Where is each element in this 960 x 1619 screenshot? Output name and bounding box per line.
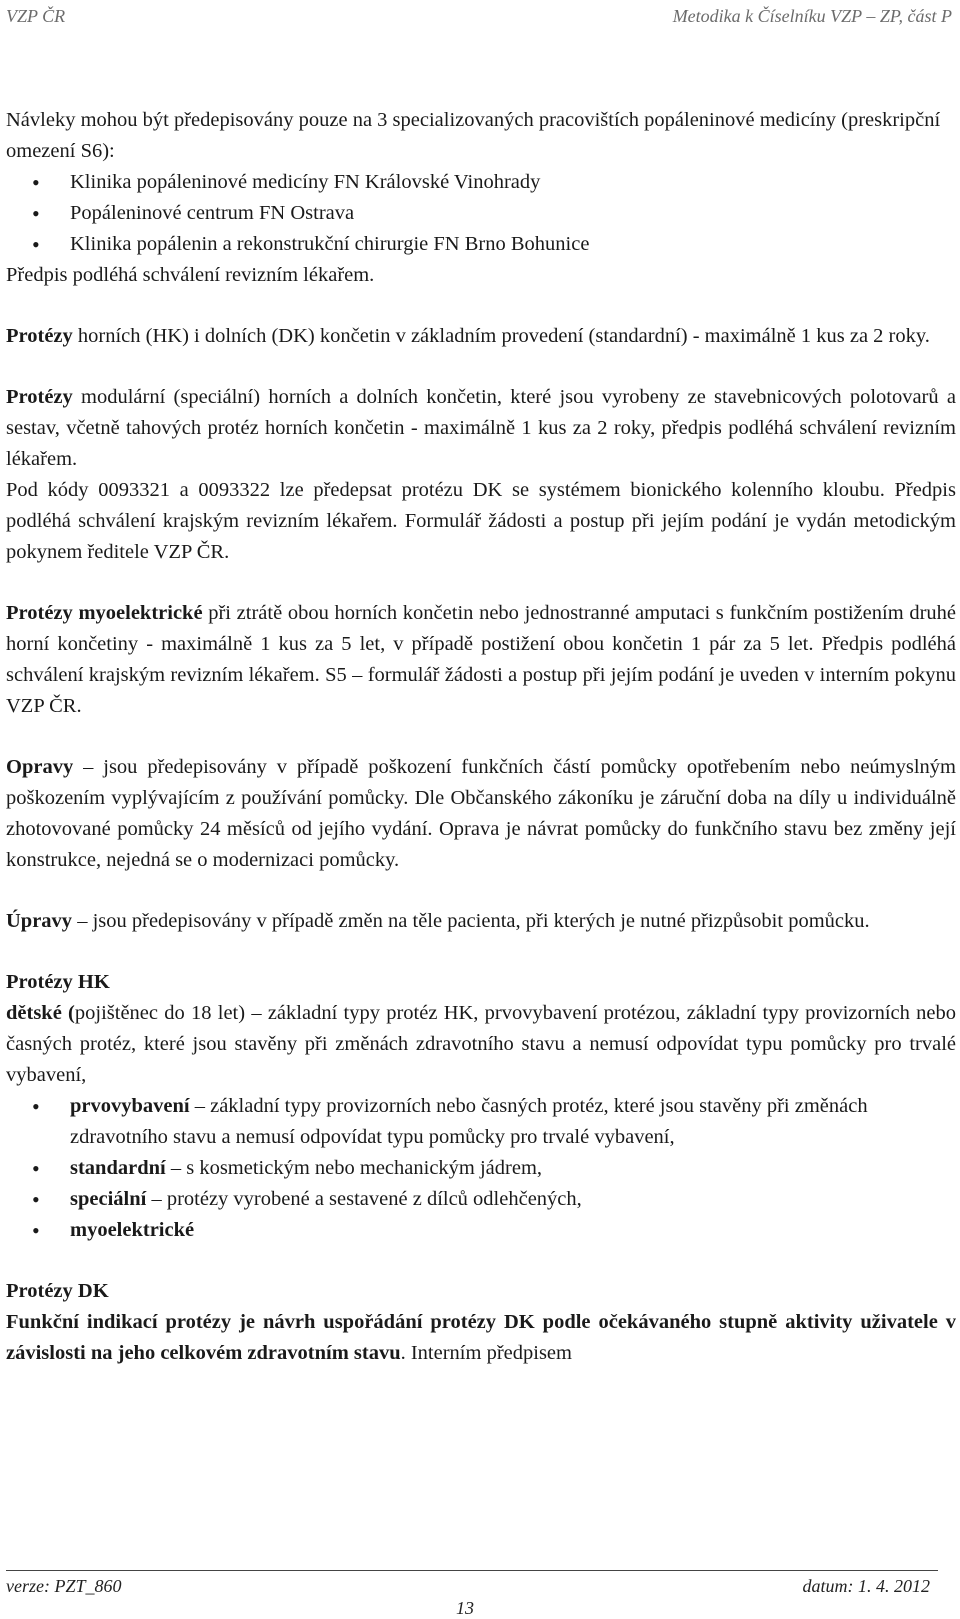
bold-term: dětské ( bbox=[6, 1002, 75, 1024]
list-item: • Klinika popálenin a rekonstrukční chirurgie FN Brno Bohunice bbox=[6, 229, 956, 260]
list-item: • Popáleninové centrum FN Ostrava bbox=[6, 198, 956, 229]
bionic-knee-paragraph: Pod kódy 0093321 a 0093322 lze předepsat protézu DK se systémem bionického kolenního kloubu. Předpis podléhá schválení krajským revizním lékařem. Formulář žádosti a postup při jejím podání je vydán metodickým pokynem ředitele VZP ČR. bbox=[6, 479, 956, 563]
adjustments-paragraph bbox=[6, 906, 956, 937]
paragraph-text: při ztrátě obou horních končetin nebo jednostranné amputaci s funkčním postižením druhé horní končetiny - maximálně 1 kus za 5 let, v případě postižení obou končetin 1 pár za 5 let. Předpis podléhá schválení krajským revizním lékařem. S5 – formulář žádosti a postup při jejím podání je uveden v interním pokynu VZP ČR. bbox=[6, 602, 956, 717]
clinic-list bbox=[6, 167, 956, 260]
list-item: • Klinika popáleninové medicíny FN Královské Vinohrady bbox=[6, 167, 956, 198]
bold-term: Protézy bbox=[6, 386, 73, 408]
footer-version: verze: PZT_860 bbox=[6, 1576, 122, 1596]
paragraph-text: – jsou předepisovány v případě poškození funkčních částí pomůcky opotřebením nebo neúmyslným poškozením vyplývajícím z používání pomůcky. Dle Občanského zákoníku je záruční doba na díly u individuálně zhotovované pomůcky 24 měsíců od jejího vydání. Oprava je návrat pomůcky do funkčního stavu bez změny její konstrukce, nejedná se o modernizaci pomůcky. bbox=[6, 756, 956, 871]
header-right: Metodika k Číselníku VZP – ZP, část P bbox=[672, 6, 952, 26]
list-item: • speciální – protézy vyrobené a sestavené z dílců odlehčených, bbox=[6, 1184, 956, 1215]
myoelectric-paragraph bbox=[6, 598, 956, 722]
dk-indication-paragraph bbox=[6, 1307, 956, 1369]
bold-term: Protézy myoelektrické bbox=[6, 602, 203, 624]
bold-term: Protézy bbox=[6, 325, 73, 347]
footer-divider bbox=[6, 1570, 938, 1571]
paragraph-text: modulární (speciální) horních a dolních končetin, které jsou vyrobeny ze stavebnicových polotovarů a sestav, včetně tahových protéz horních končetin - maximálně 1 kus za 2 roky, předpis podléhá schválení revizním lékařem. bbox=[6, 386, 956, 470]
children-paragraph bbox=[6, 998, 956, 1091]
paragraph-text: – jsou předepisovány v případě změn na těle pacienta, při kterých je nutné přizpůsobit pomůcku. bbox=[72, 910, 870, 932]
bold-term: Úpravy bbox=[6, 910, 73, 932]
document-body bbox=[6, 105, 956, 1369]
header-left: VZP ČR bbox=[6, 6, 66, 26]
paragraph-text: horních (HK) i dolních (DK) končetin v základním provedení (standardní) - maximálně 1 kus za 2 roky. bbox=[72, 325, 930, 347]
section-heading-hk: Protézy HK bbox=[6, 971, 110, 993]
list-item: • myoelektrické bbox=[6, 1215, 956, 1246]
list-item: • standardní – s kosmetickým nebo mechanickým jádrem, bbox=[6, 1153, 956, 1184]
bold-term: Funkční indikací protézy je návrh uspořádání protézy DK podle očekávaného stupně aktivity uživatele v závislosti na jeho celkovém zdravotním stavu bbox=[6, 1311, 956, 1364]
paragraph-text: . Interním předpisem bbox=[400, 1342, 572, 1364]
section-heading-dk: Protézy DK bbox=[6, 1280, 109, 1302]
hk-types-list bbox=[6, 1091, 956, 1246]
intro-paragraph: Návleky mohou být předepisovány pouze na 3 specializovaných pracovištích popáleninové medicíny (preskripční omezení S6): bbox=[6, 109, 941, 162]
list-item: • prvovybavení – základní typy provizorních nebo časných protéz, které jsou stavěny při změnách zdravotního stavu a nemusí odpovídat typu pomůcky pro trvalé vybavení, bbox=[6, 1091, 956, 1153]
prosthesis-standard-paragraph bbox=[6, 321, 956, 352]
approval-note: Předpis podléhá schválení revizním lékařem. bbox=[6, 264, 375, 286]
repairs-paragraph bbox=[6, 752, 956, 876]
paragraph-text: pojištěnec do 18 let) – základní typy protéz HK, prvovybavení protézou, základní typy provizorních nebo časných protéz, které jsou stavěny při změnách zdravotního stavu a nemusí odpovídat typu pomůcky pro trvalé vybavení, bbox=[6, 1002, 956, 1086]
page-number: 13 bbox=[456, 1598, 474, 1618]
prosthesis-modular-paragraph bbox=[6, 382, 956, 475]
bold-term: Opravy bbox=[6, 756, 74, 778]
footer-date: datum: 1. 4. 2012 bbox=[802, 1576, 930, 1596]
